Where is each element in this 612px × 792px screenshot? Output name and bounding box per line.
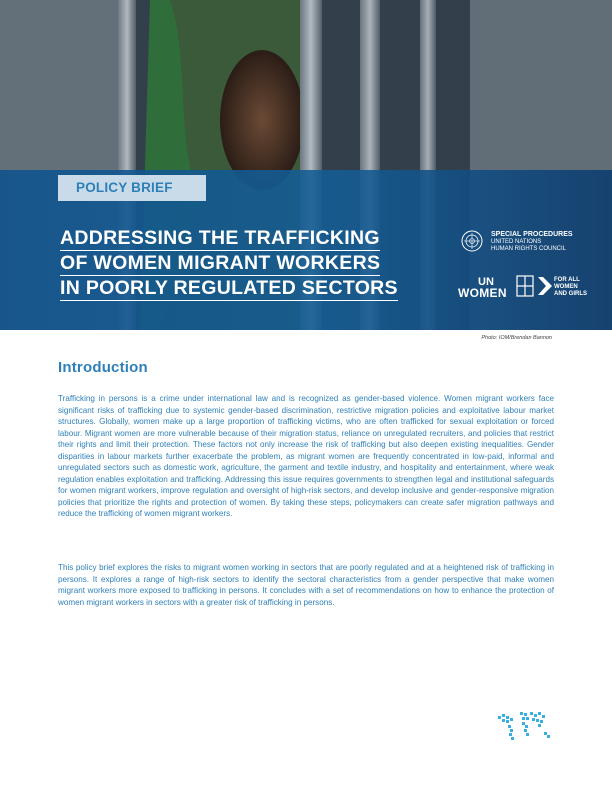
special-procedures-logo (461, 230, 601, 254)
introduction-heading: Introduction (58, 359, 148, 376)
title-line-1: ADDRESSING THE TRAFFICKING (60, 227, 380, 249)
document-title (60, 226, 440, 301)
policy-brief-badge: POLICY BRIEF (58, 175, 206, 201)
special-procedures-text (491, 231, 573, 253)
for-all-line-1: FOR ALL (554, 277, 580, 283)
un-women-mark-icon (516, 275, 534, 297)
un-women-line-1: UN (478, 276, 494, 288)
un-emblem-icon (461, 230, 483, 252)
world-map-icon (494, 706, 554, 746)
title-line-2: OF WOMEN MIGRANT WORKERS (60, 252, 381, 274)
un-women-line-2: WOMEN (458, 286, 507, 300)
intro-paragraph-2: This policy brief explores the risks to migrant women working in sectors that are poorly regulated and at a heightened risk of trafficking in persons. It explores a range of high-risk sectors to identify the sectoral characteristics from a gender perspective that make women migrant workers more exposed to trafficking in persons. It concludes with a set of recommendations on how to enhance the protection of women migrant workers in sectors with a greater risk of trafficking in persons. (58, 563, 554, 607)
un-women-text (458, 277, 507, 300)
photo-credit: Photo: IOM/Brendan Bannon (481, 335, 552, 341)
sp-line-3: HUMAN RIGHTS COUNCIL (491, 246, 567, 252)
sp-line-1: SPECIAL PROCEDURES (491, 231, 573, 238)
for-all-chevron-icon (538, 277, 552, 295)
un-women-logo (458, 275, 608, 301)
intro-paragraph-1: Trafficking in persons is a crime under international law and is recognized as gender-based violence. Women migrant workers face significant risks of trafficking due to systemic gender-based discrimination, restrictive migration policies and exploitative labour market structures. Globally, women make up a large proportion of trafficking victims, who are often trafficked for sexual exploitation or forced labour. Migrant women are more vulnerable because of their migration status, reliance on unregulated recruiters, and policies that restrict their rights and limit their protection. These factors not only increase the risk of trafficking but also deepen existing inequalities. Gender disparities in labour markets further exacerbate the problem, as migrant women are frequently concentrated in low-paid, informal and unregulated sectors such as domestic work, agriculture, the garment and textile industry, and hospitality and entertainment, where weak regulation enables exploitation and trafficking. Addressing this issue requires governments to strengthen legal and institutional safeguards for women migrant workers, improve regulation and oversight of high-risk sectors, and develop inclusive and gender-responsive migration policies that prioritize the rights and protection of women. By taking these steps, policymakers can create safer migration pathways and reduce the trafficking of women migrant workers. (58, 394, 554, 519)
for-all-line-3: AND GIRLS (554, 291, 587, 297)
sp-line-2: UNITED NATIONS (491, 239, 542, 245)
for-all-text (554, 277, 587, 298)
for-all-line-2: WOMEN (554, 284, 578, 290)
title-line-3: IN POORLY REGULATED SECTORS (60, 277, 398, 299)
cover-hero (0, 0, 612, 330)
